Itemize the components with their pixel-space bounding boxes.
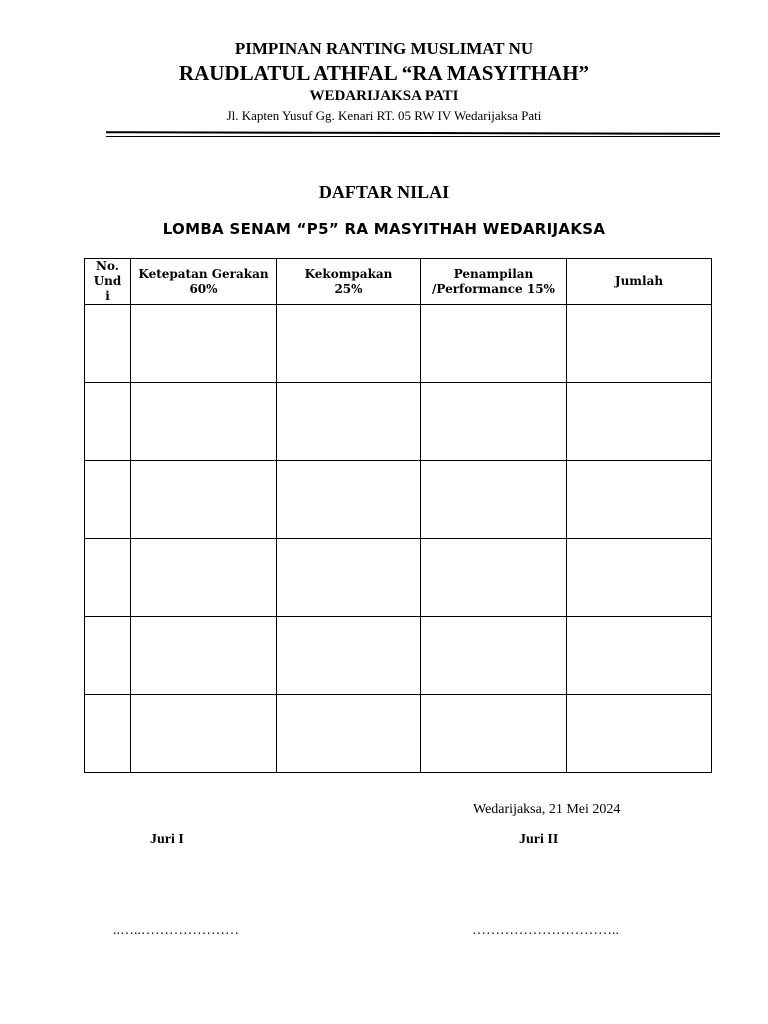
table-row (85, 695, 712, 773)
organization-name: PIMPINAN RANTING MUSLIMAT NU (234, 39, 534, 58)
judge-2-signature-line: ………………………….. (472, 923, 619, 938)
header-togetherness: Kekompakan 25% (277, 259, 421, 305)
table-cell (421, 305, 567, 383)
school-address: Jl. Kapten Yusuf Gg. Kenari RT. 05 RW IV Wedarijaksa Pati (226, 108, 542, 123)
document-title: DAFTAR NILAI (318, 182, 450, 202)
judge-1-label: Juri I (150, 832, 184, 847)
table-row (85, 617, 712, 695)
table-cell (567, 695, 712, 773)
table-header-row (85, 259, 712, 305)
table-cell (85, 539, 131, 617)
header-performance: Penampilan /Performance 15% (421, 259, 567, 305)
table-cell (567, 461, 712, 539)
table-cell (85, 617, 131, 695)
table-cell (567, 539, 712, 617)
table-cell (421, 383, 567, 461)
document-subtitle: LOMBA SENAM “P5” RA MASYITHAH WEDARIJAKSA (162, 220, 606, 238)
table-cell (277, 383, 421, 461)
table-cell (421, 461, 567, 539)
table-cell (277, 695, 421, 773)
table-cell (131, 383, 277, 461)
score-table-body (85, 305, 712, 773)
letterhead-divider-thin (106, 136, 720, 137)
table-cell (131, 461, 277, 539)
table-cell (85, 695, 131, 773)
table-cell (85, 461, 131, 539)
table-cell (567, 305, 712, 383)
table-cell (567, 383, 712, 461)
table-cell (131, 539, 277, 617)
table-row (85, 539, 712, 617)
school-location: WEDARIJAKSA PATI (309, 88, 459, 104)
header-participant-number: No. Und i (85, 259, 131, 305)
school-name: RAUDLATUL ATHFAL “RA MASYITHAH” (178, 61, 590, 85)
letterhead-divider-thick (106, 131, 720, 135)
table-cell (131, 617, 277, 695)
table-row (85, 305, 712, 383)
table-cell (277, 305, 421, 383)
judge-1-signature-line: ..…..………………… (113, 923, 239, 938)
table-cell (421, 695, 567, 773)
table-row (85, 461, 712, 539)
table-cell (85, 383, 131, 461)
table-row (85, 383, 712, 461)
score-table (84, 258, 712, 773)
place-date: Wedarijaksa, 21 Mei 2024 (473, 802, 621, 817)
table-cell (567, 617, 712, 695)
header-total: Jumlah (567, 259, 712, 305)
table-cell (131, 305, 277, 383)
table-cell (131, 695, 277, 773)
table-cell (85, 305, 131, 383)
header-movement-accuracy: Ketepatan Gerakan 60% (131, 259, 277, 305)
table-cell (277, 617, 421, 695)
table-cell (277, 539, 421, 617)
table-cell (421, 617, 567, 695)
judge-2-label: Juri II (519, 832, 559, 847)
table-cell (277, 461, 421, 539)
table-cell (421, 539, 567, 617)
